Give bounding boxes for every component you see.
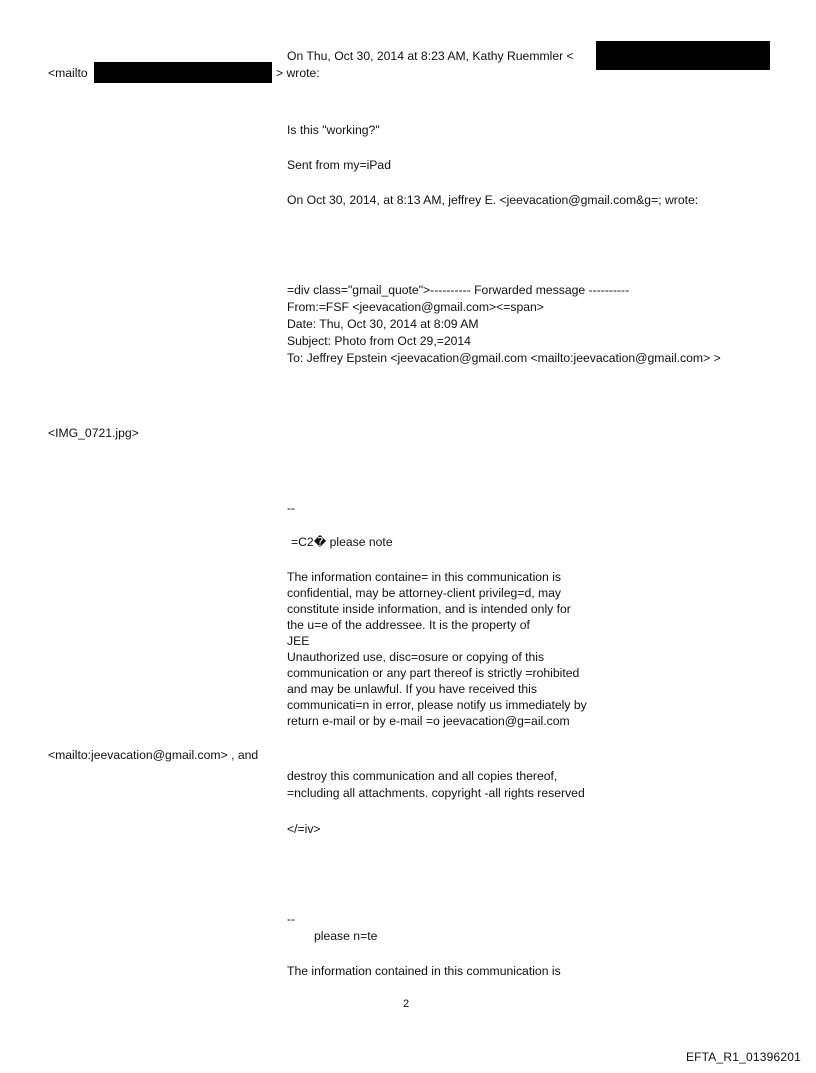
redaction-bar [596,41,770,70]
sent-from-line: Sent from my=iPad [287,158,391,172]
mailto-and: <mailto:jeevacation@gmail.com> , and [48,748,259,762]
forwarded-from: From:=FSF <jeevacation@gmail.com><=span> [287,300,544,314]
signature-dashes: -- [287,501,296,515]
reply-question: Is this "working?" [287,123,380,137]
disclaimer-line: JEE [287,634,310,648]
please-note: =C2� please note [291,535,393,549]
forwarded-to: To: Jeffrey Epstein <jeevacation@gmail.com <mailto:jeevacation@gmail.com> > [287,351,721,365]
disclaimer-line: communicati=n in error, please notify us immediately by [287,698,587,712]
please-note: please n=te [314,929,378,943]
quoted-header: On Oct 30, 2014, at 8:13 AM, jeffrey E. <jeevacation@gmail.com&g=; wrote: [287,193,699,207]
signature-dashes: -- [287,912,296,926]
closing-line: =ncluding all attachments. copyright -all rights reserved [287,786,585,800]
attachment-name: <IMG_0721.jpg> [48,426,139,440]
forwarded-divider: =div class="gmail_quote">---------- Forwarded message ---------- [287,283,630,297]
end-div: </=iv> [287,822,321,836]
redaction-bar [94,62,272,83]
wrote-suffix: > wrote: [276,66,320,80]
mailto-prefix: <mailto [48,66,88,80]
closing-line: destroy this communication and all copies thereof, [287,769,558,783]
disclaimer-line: The information contained in this communication is [287,964,561,978]
disclaimer-line: and may be unlawful. If you have received this [287,682,537,696]
disclaimer-line: Unauthorized use, disc=osure or copying of this [287,650,545,664]
disclaimer-line: The information containe= in this communication is [287,570,562,584]
forwarded-date: Date: Thu, Oct 30, 2014 at 8:09 AM [287,317,479,331]
forwarded-subject: Subject: Photo from Oct 29,=2014 [287,334,471,348]
page-number: 2 [403,998,410,1010]
disclaimer-line: confidential, may be attorney-client privileg=d, may [287,586,562,600]
disclaimer-line: communication or any part thereof is strictly =rohibited [287,666,580,680]
disclaimer-line: constitute inside information, and is intended only for [287,602,571,616]
disclaimer-line: the u=e of the addressee. It is the property of [287,618,530,632]
header-line: On Thu, Oct 30, 2014 at 8:23 AM, Kathy Ruemmler < [287,49,574,63]
disclaimer-line: return e-mail or by e-mail =o jeevacation@g=ail.com [287,714,570,728]
document-id: EFTA_R1_01396201 [685,1050,801,1064]
